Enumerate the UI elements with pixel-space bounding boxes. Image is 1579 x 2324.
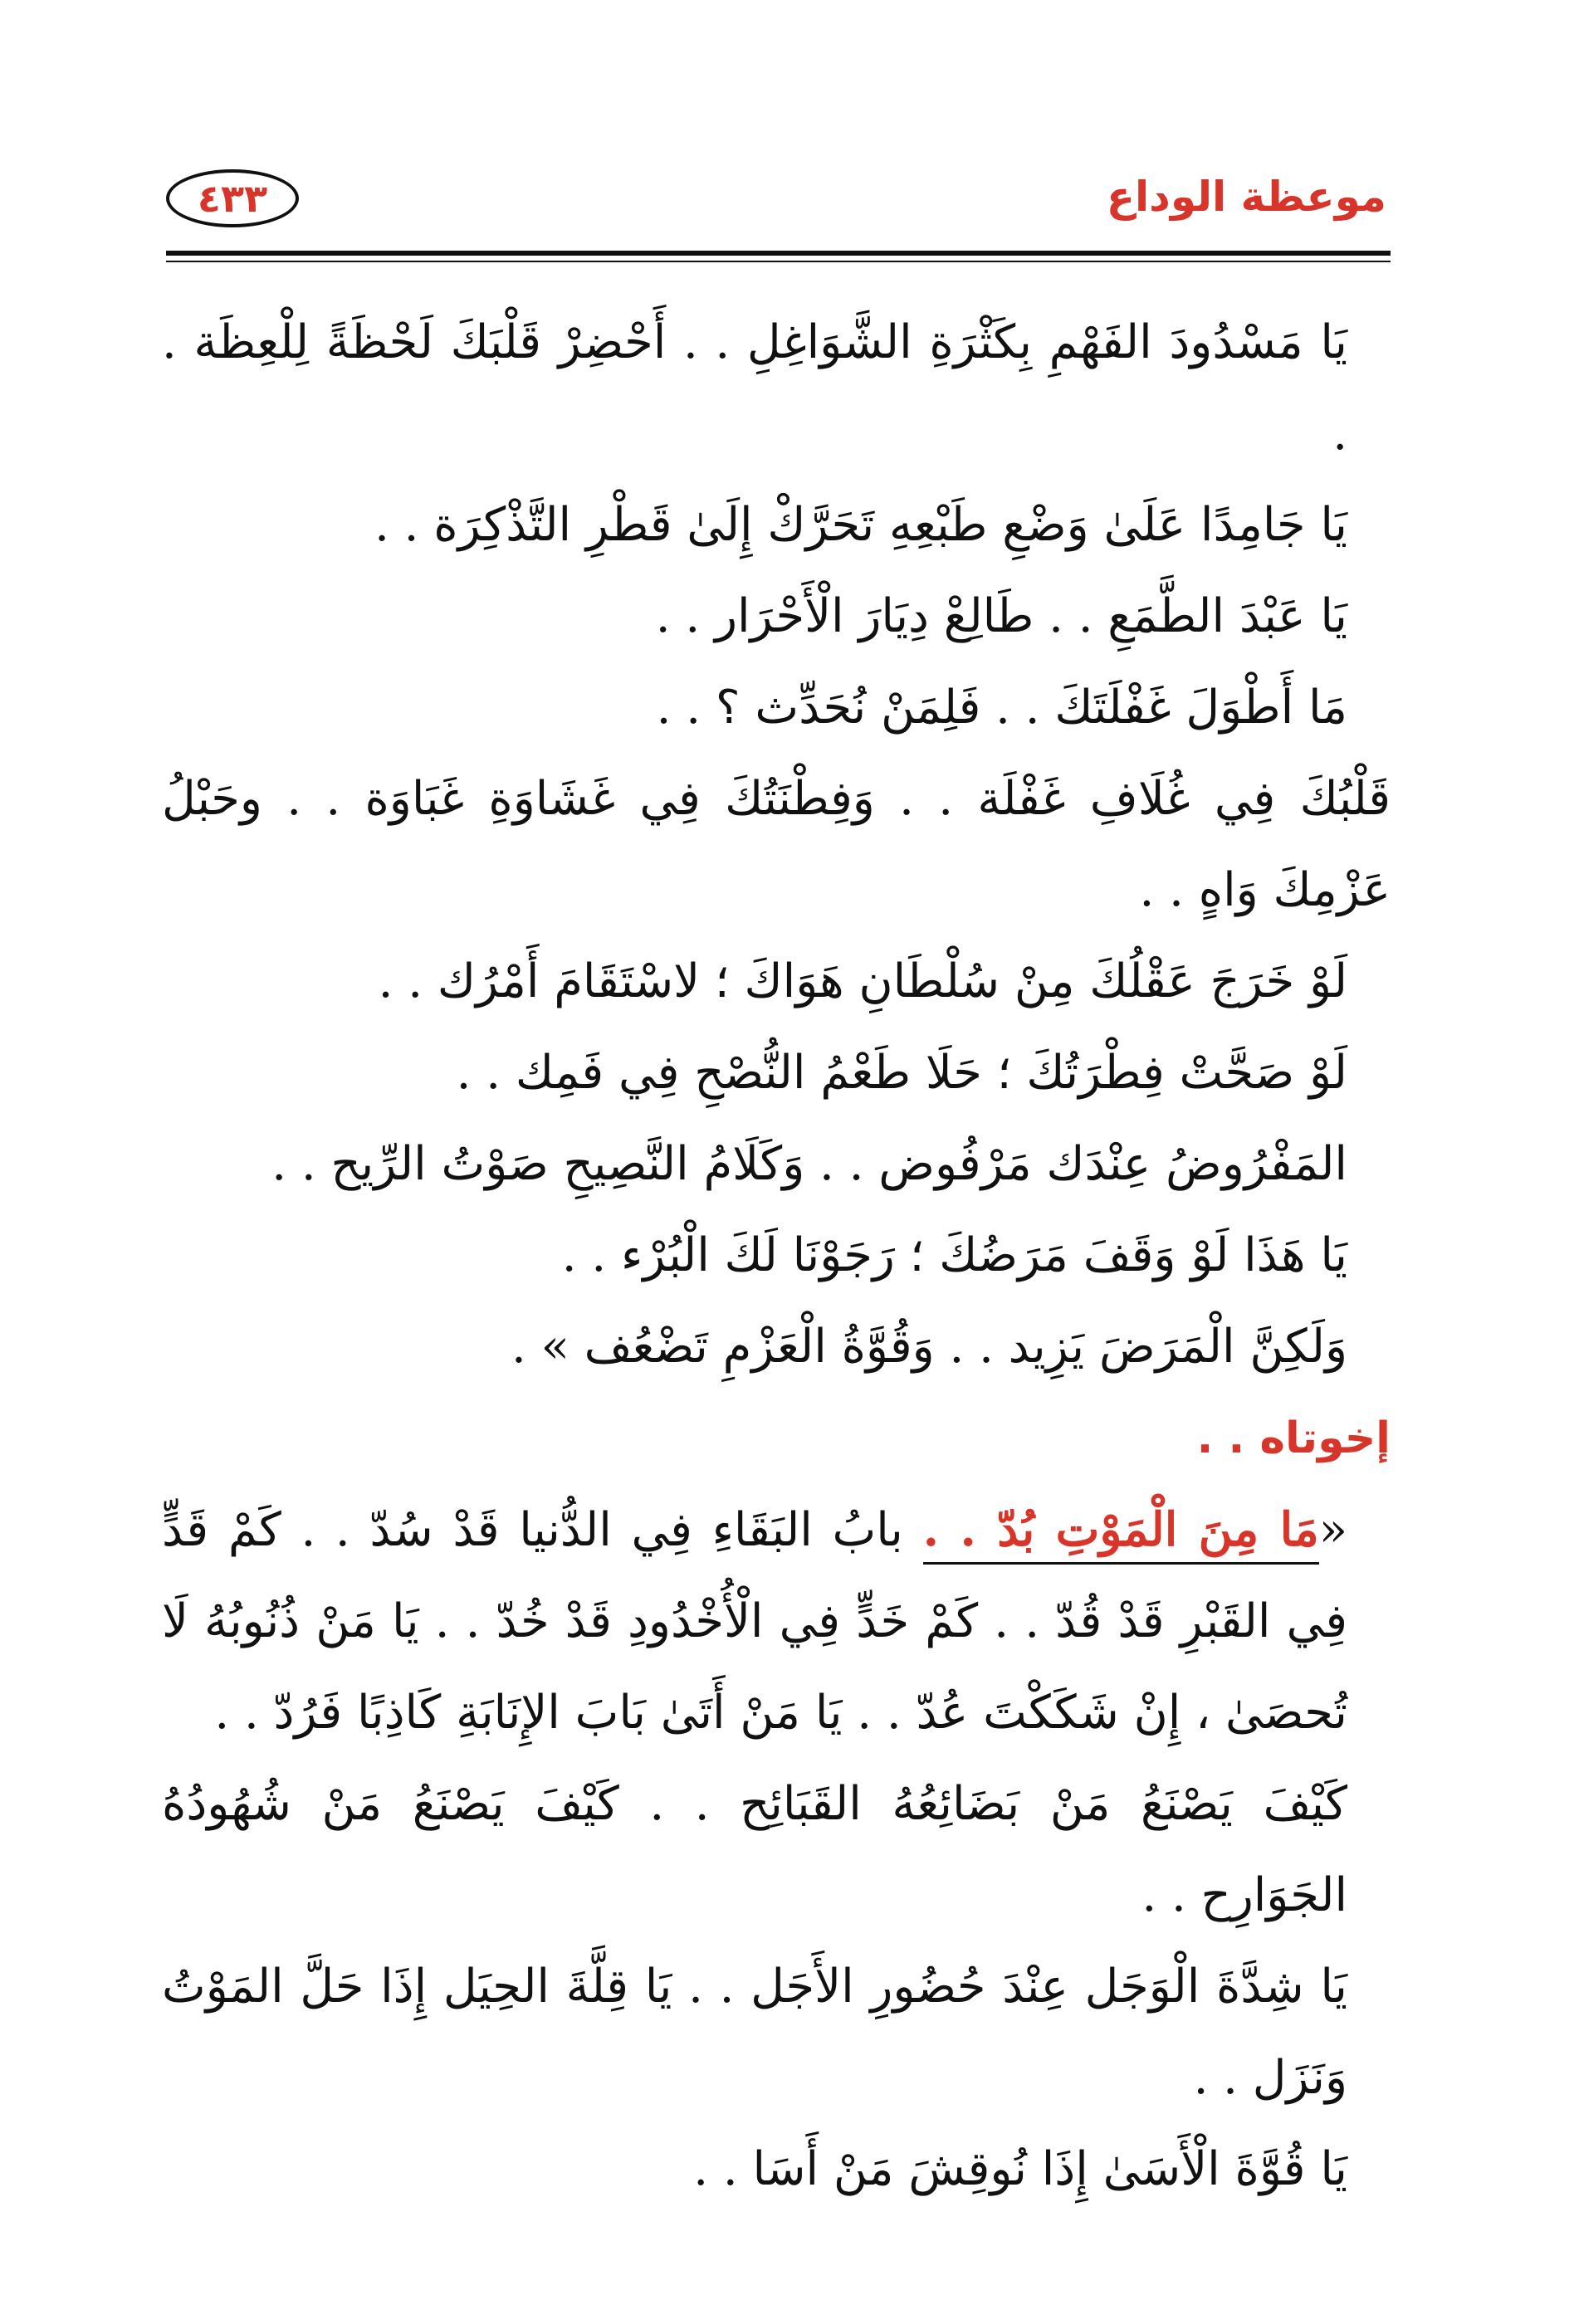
paragraph: لَوْ صَحَّتْ فِطْرَتُكَ ؛ حَلَا طَعْمُ النُّصْحِ فِي فَمِك . .: [456, 1046, 1347, 1100]
quote-mark: «: [1318, 1503, 1347, 1557]
paragraph: يَا جَامِدًا عَلَىٰ وَضْعِ طَبْعِهِ تَحَرَّكْ إِلَىٰ قَطْرِ التَّذْكِرَة . .: [374, 498, 1347, 552]
quote-text: بابُ البَقَاءِ فِي الدُّنيا قَدْ سُدّ . . كَمْ قَدٍّ فِي القَبْرِ قَدْ قُدّ . . كَمْ خَدٍّ فِي الْأُخْدُودِ قَدْ خُدّ . . يَا مَنْ ذُنُوبُهُ لَا تُحصَىٰ ، إِنْ شَكَكْتَ عُدّ . . يَا مَنْ أَتَىٰ بَابَ الإِنَابَةِ كَاذِبًا فَرُدّ . .: [162, 1503, 1347, 1740]
paragraph: يَا شِدَّةَ الْوَجَل عِنْدَ حُضُورِ الأَجَل . . يَا قِلَّةَ الحِيَل إِذَا حَلَّ المَوْتُ وَنَزَل . .: [162, 1960, 1347, 2105]
paragraph: المَفْرُوضُ عِنْدَك مَرْفُوض . . وَكَلَامُ النَّصِيحِ صَوْتُ الرِّيح . .: [271, 1137, 1347, 1191]
page-number-badge: ٤٣٣: [166, 169, 299, 227]
paragraph: يَا عَبْدَ الطَّمَعِ . . طَالِعْ دِيَارَ الْأَحْرَار . .: [655, 589, 1347, 643]
body-text: [162, 297, 1391, 2215]
paragraph: لَوْ خَرَجَ عَقْلُكَ مِنْ سُلْطَانِ هَوَاكَ ؛ لاسْتَقَامَ أَمْرُك . .: [378, 954, 1347, 1008]
chapter-title: موعظة الوداع: [1106, 173, 1386, 221]
paragraph: يَا قُوَّةَ الْأَسَىٰ إِذَا نُوقِشَ مَنْ أَسَا . .: [693, 2142, 1347, 2196]
quote-highlight: مَا مِنَ الْمَوْتِ بُدّ . .: [923, 1502, 1319, 1565]
paragraph: يَا هَذَا لَوْ وَقَفَ مَرَضُكَ ؛ رَجَوْنَا لَكَ الْبُرْء . .: [561, 1228, 1347, 1282]
paragraph: كَيْفَ يَصْنَعُ مَنْ بَضَائِعُهُ القَبَائِح . . كَيْفَ يَصْنَعُ مَنْ شُهُودُهُ الجَوَارِح . .: [162, 1777, 1347, 1922]
paragraph: مَا أَطْوَلَ غَفْلَتَكَ . . فَلِمَنْ نُحَدِّث ؟ . .: [656, 681, 1347, 735]
header-rule-thick: [166, 251, 1391, 256]
header-rule-thin: [166, 261, 1391, 262]
section-heading: إخوتاه . .: [1196, 1413, 1391, 1463]
paragraph: وَلَكِنَّ الْمَرَضَ يَزِيد . . وَقُوَّةُ الْعَزْمِ تَضْعُف » .: [511, 1320, 1347, 1374]
paragraph: يَا مَسْدُودَ الفَهْمِ بِكَثْرَةِ الشَّوَاغِلِ . . أَحْضِرْ قَلْبَكَ لَحْظَةً لِلْعِظَة . .: [162, 315, 1347, 461]
quote-paragraph: [162, 1484, 1391, 1759]
page-header: [166, 166, 1386, 241]
paragraph: قَلْبُكَ فِي غُلَافِ غَفْلَة . . وَفِطْنَتُكَ فِي غَشَاوَةِ غَبَاوَة . . وحَبْلُ عَزْمِكَ وَاهٍ . .: [162, 772, 1391, 917]
